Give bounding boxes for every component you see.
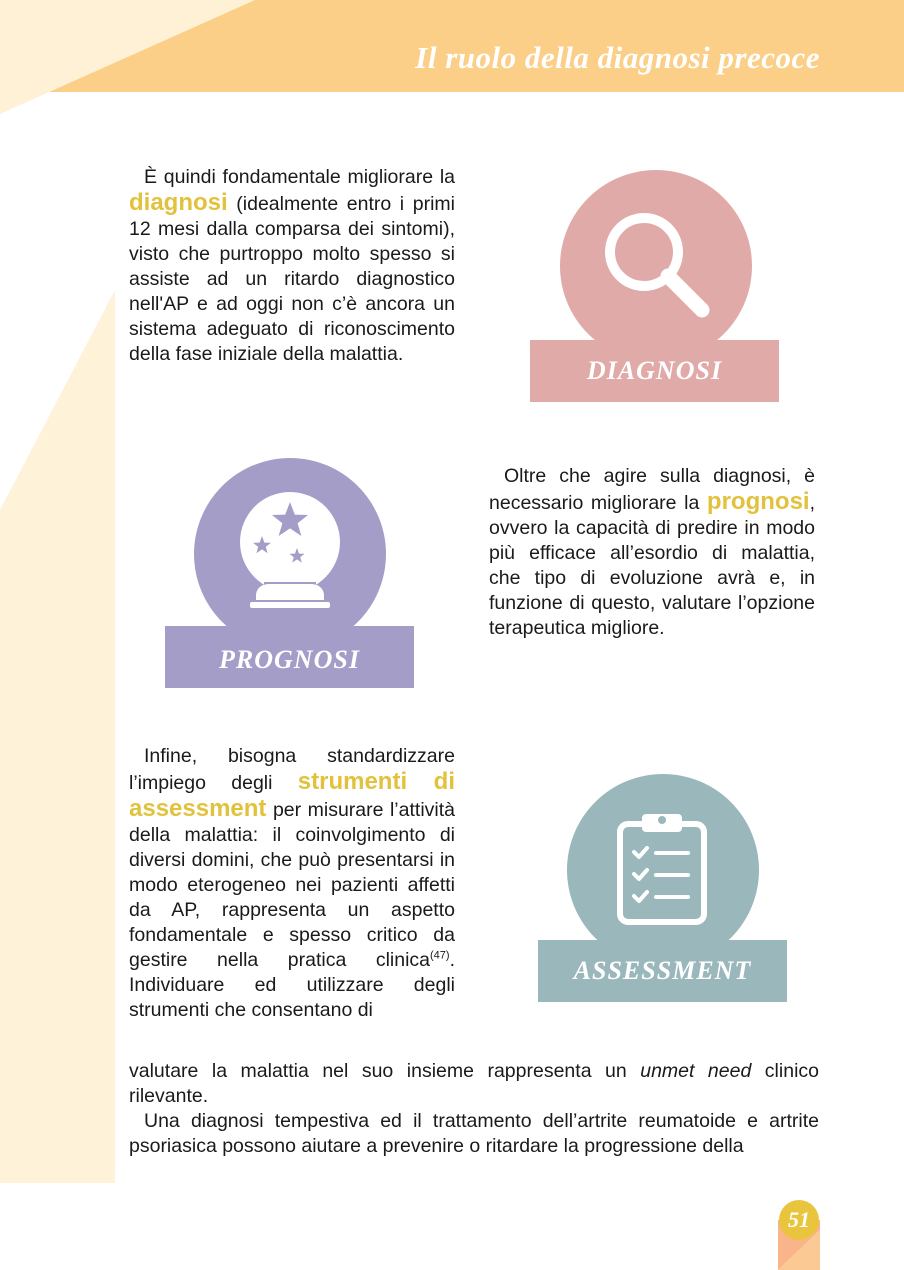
side-decoration (0, 290, 115, 1183)
page-number-badge (778, 1200, 820, 1270)
prognosi-badge-label: PROGNOSI (165, 626, 414, 688)
citation: (47) (430, 949, 450, 962)
crystal-ball-icon (230, 486, 350, 612)
highlight-assessment: strumenti di assessment (129, 768, 455, 822)
paragraph-diagnosi: È quindi fondamentale migliorare la diagnosi (idealmente entro i primi 12 mesi dalla comparsa dei sintomi), visto che purtroppo molto spesso si assiste ad un ritardo diagnostico nell'AP e ad oggi non c’è ancora un sistema adeguato di riconoscimento della fase iniziale della malattia. (129, 166, 455, 365)
paragraph-prognosi: Oltre che agire sulla diagnosi, è necessario migliorare la prognosi, ovvero la capacità di predire in modo più efficace all’esordio di malattia, che tipo di evoluzione avrà e, in funzione di questo, valutare l’opzione terapeutica migliore. (489, 465, 815, 639)
magnifier-icon (598, 206, 718, 326)
highlight-prognosi: prognosi (706, 488, 810, 515)
page-number: 51 (779, 1200, 819, 1240)
paragraph-tempestiva: Una diagnosi tempestiva ed il trattamento dell’artrite reumatoide e artrite psoriasica possono aiutare a prevenire o ritardare la progressione della (129, 1110, 819, 1157)
paragraph-assessment-continued: valutare la malattia nel suo insieme rappresenta un unmet need clinico rilevante. (129, 1060, 819, 1107)
assessment-badge-label: ASSESSMENT (538, 940, 787, 1002)
paragraph-assessment: Infine, bisogna standardizzare l’impiego degli strumenti di assessment per misurare l’attività della malattia: il coinvolgimento di diversi domini, che può presentarsi in modo eterogeneo nei pazienti affetti da AP, rappresenta un aspetto fondamentale e spesso critico da gestire nella pratica clinica$^{(47)}$. Individuare ed utilizzare degli strumenti che consentano di (129, 745, 455, 1021)
page-header-title: Il ruolo della diagnosi precoce (415, 40, 820, 75)
italic-unmet-need: unmet need (640, 1060, 752, 1082)
header-decoration (0, 0, 255, 114)
highlight-diagnosi: diagnosi (129, 189, 228, 216)
diagnosi-badge-label: DIAGNOSI (530, 340, 779, 402)
clipboard-checklist-icon (612, 808, 712, 928)
